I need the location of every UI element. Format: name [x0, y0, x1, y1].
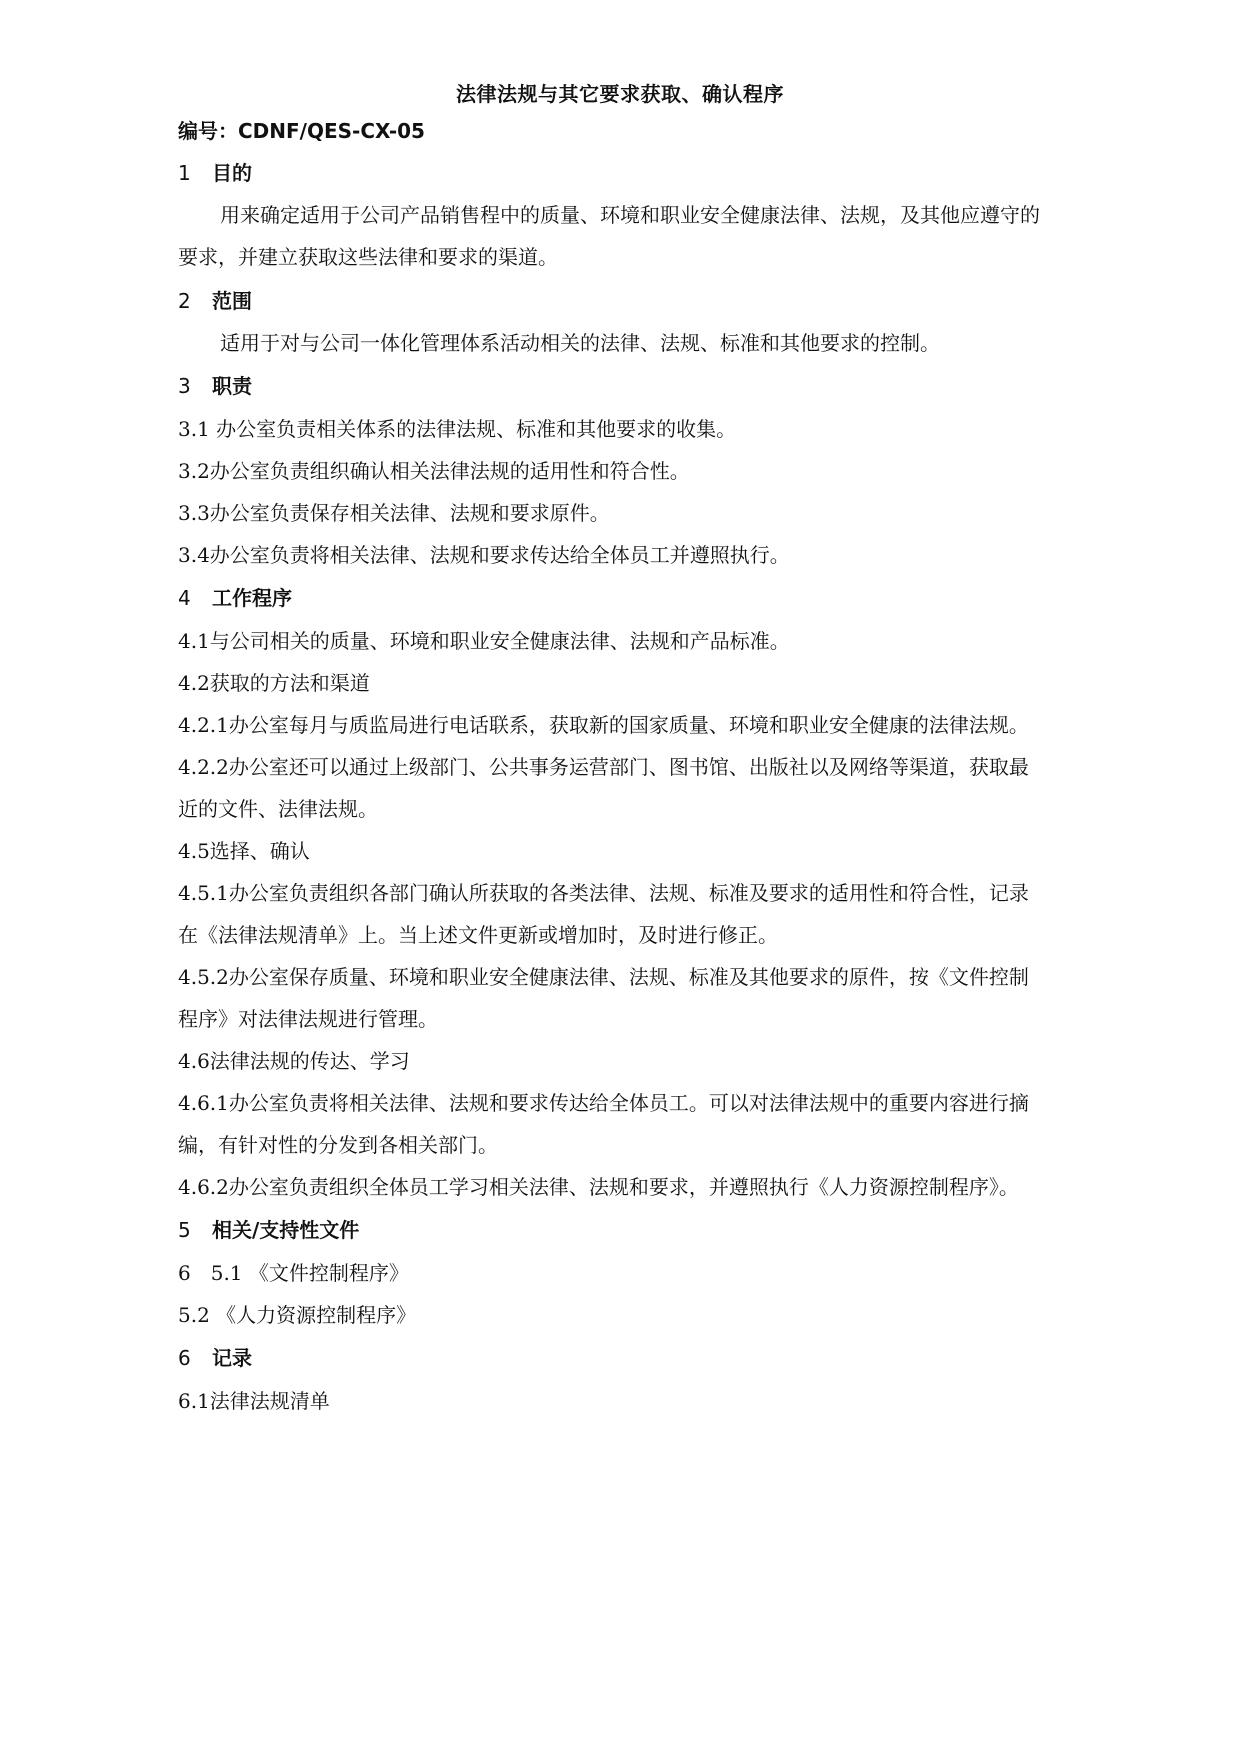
section-2-heading [178, 280, 1118, 322]
document-number: 编号：CDNF/QES-CX-05 [178, 119, 425, 143]
section-1-heading [178, 152, 1118, 194]
list-item-continued: 编，有针对性的分发到各相关部门。 [178, 1133, 498, 1157]
document-title: 法律法规与其它要求获取、确认程序 [456, 82, 784, 106]
list-item: 4.1与公司相关的质量、环境和职业安全健康法律、法规和产品标准。 [178, 629, 790, 653]
list-item: 4.6.2办公室负责组织全体员工学习相关法律、法规和要求，并遵照执行《人力资源控制程序》。 [178, 1175, 1019, 1199]
list-item: 3.4办公室负责将相关法律、法规和要求传达给全体员工并遵照执行。 [178, 543, 790, 567]
section-number: 4 [178, 586, 191, 610]
section-5-heading [178, 1209, 1118, 1251]
section-number: 1 [178, 161, 191, 185]
list-item-continued: 近的文件、法律法规。 [178, 797, 378, 821]
section-title: 记录 [212, 1346, 252, 1370]
section-title: 目的 [212, 161, 252, 185]
list-item: 4.6法律法规的传达、学习 [178, 1049, 410, 1073]
section-title: 范围 [212, 289, 252, 313]
section-number: 2 [178, 289, 191, 313]
list-item-continued: 程序》对法律法规进行管理。 [178, 1007, 438, 1031]
section-number: 5 [178, 1218, 191, 1242]
paragraph: 用来确定适用于公司产品销售程中的质量、环境和职业安全健康法律、法规，及其他应遵守的 [220, 203, 1040, 227]
list-item: 3.3办公室负责保存相关法律、法规和要求原件。 [178, 501, 610, 525]
section-number: 6 [178, 1346, 191, 1370]
section-4-heading [178, 577, 1118, 619]
list-item: 3.2办公室负责组织确认相关法律法规的适用性和符合性。 [178, 459, 690, 483]
section-number: 3 [178, 374, 191, 398]
list-item: 3.1 办公室负责相关体系的法律法规、标准和其他要求的收集。 [178, 417, 737, 441]
list-item: 4.5.2办公室保存质量、环境和职业安全健康法律、法规、标准及其他要求的原件，按《文件控制 [178, 965, 1029, 989]
list-item: 5.2 《人力资源控制程序》 [178, 1303, 417, 1327]
section-title: 工作程序 [212, 586, 292, 610]
section-3-heading [178, 365, 1118, 407]
list-item: 6 5.1 《文件控制程序》 [178, 1261, 409, 1285]
list-item: 4.5选择、确认 [178, 839, 310, 863]
section-title: 相关/支持性文件 [212, 1218, 360, 1242]
list-item: 4.2.1办公室每月与质监局进行电话联系，获取新的国家质量、环境和职业安全健康的法律法规。 [178, 713, 1029, 737]
list-item: 4.5.1办公室负责组织各部门确认所获取的各类法律、法规、标准及要求的适用性和符合性，记录 [178, 881, 1029, 905]
list-item: 6.1法律法规清单 [178, 1389, 330, 1413]
list-item: 4.2获取的方法和渠道 [178, 671, 370, 695]
list-item: 4.6.1办公室负责将相关法律、法规和要求传达给全体员工。可以对法律法规中的重要内容进行摘 [178, 1091, 1029, 1115]
section-6-heading [178, 1337, 1118, 1379]
section-title: 职责 [212, 374, 252, 398]
list-item-continued: 在《法律法规清单》上。当上述文件更新或增加时，及时进行修正。 [178, 923, 778, 947]
paragraph: 要求，并建立获取这些法律和要求的渠道。 [178, 245, 558, 269]
list-item: 4.2.2办公室还可以通过上级部门、公共事务运营部门、图书馆、出版社以及网络等渠道，获取最 [178, 755, 1029, 779]
paragraph: 适用于对与公司一体化管理体系活动相关的法律、法规、标准和其他要求的控制。 [220, 331, 940, 355]
